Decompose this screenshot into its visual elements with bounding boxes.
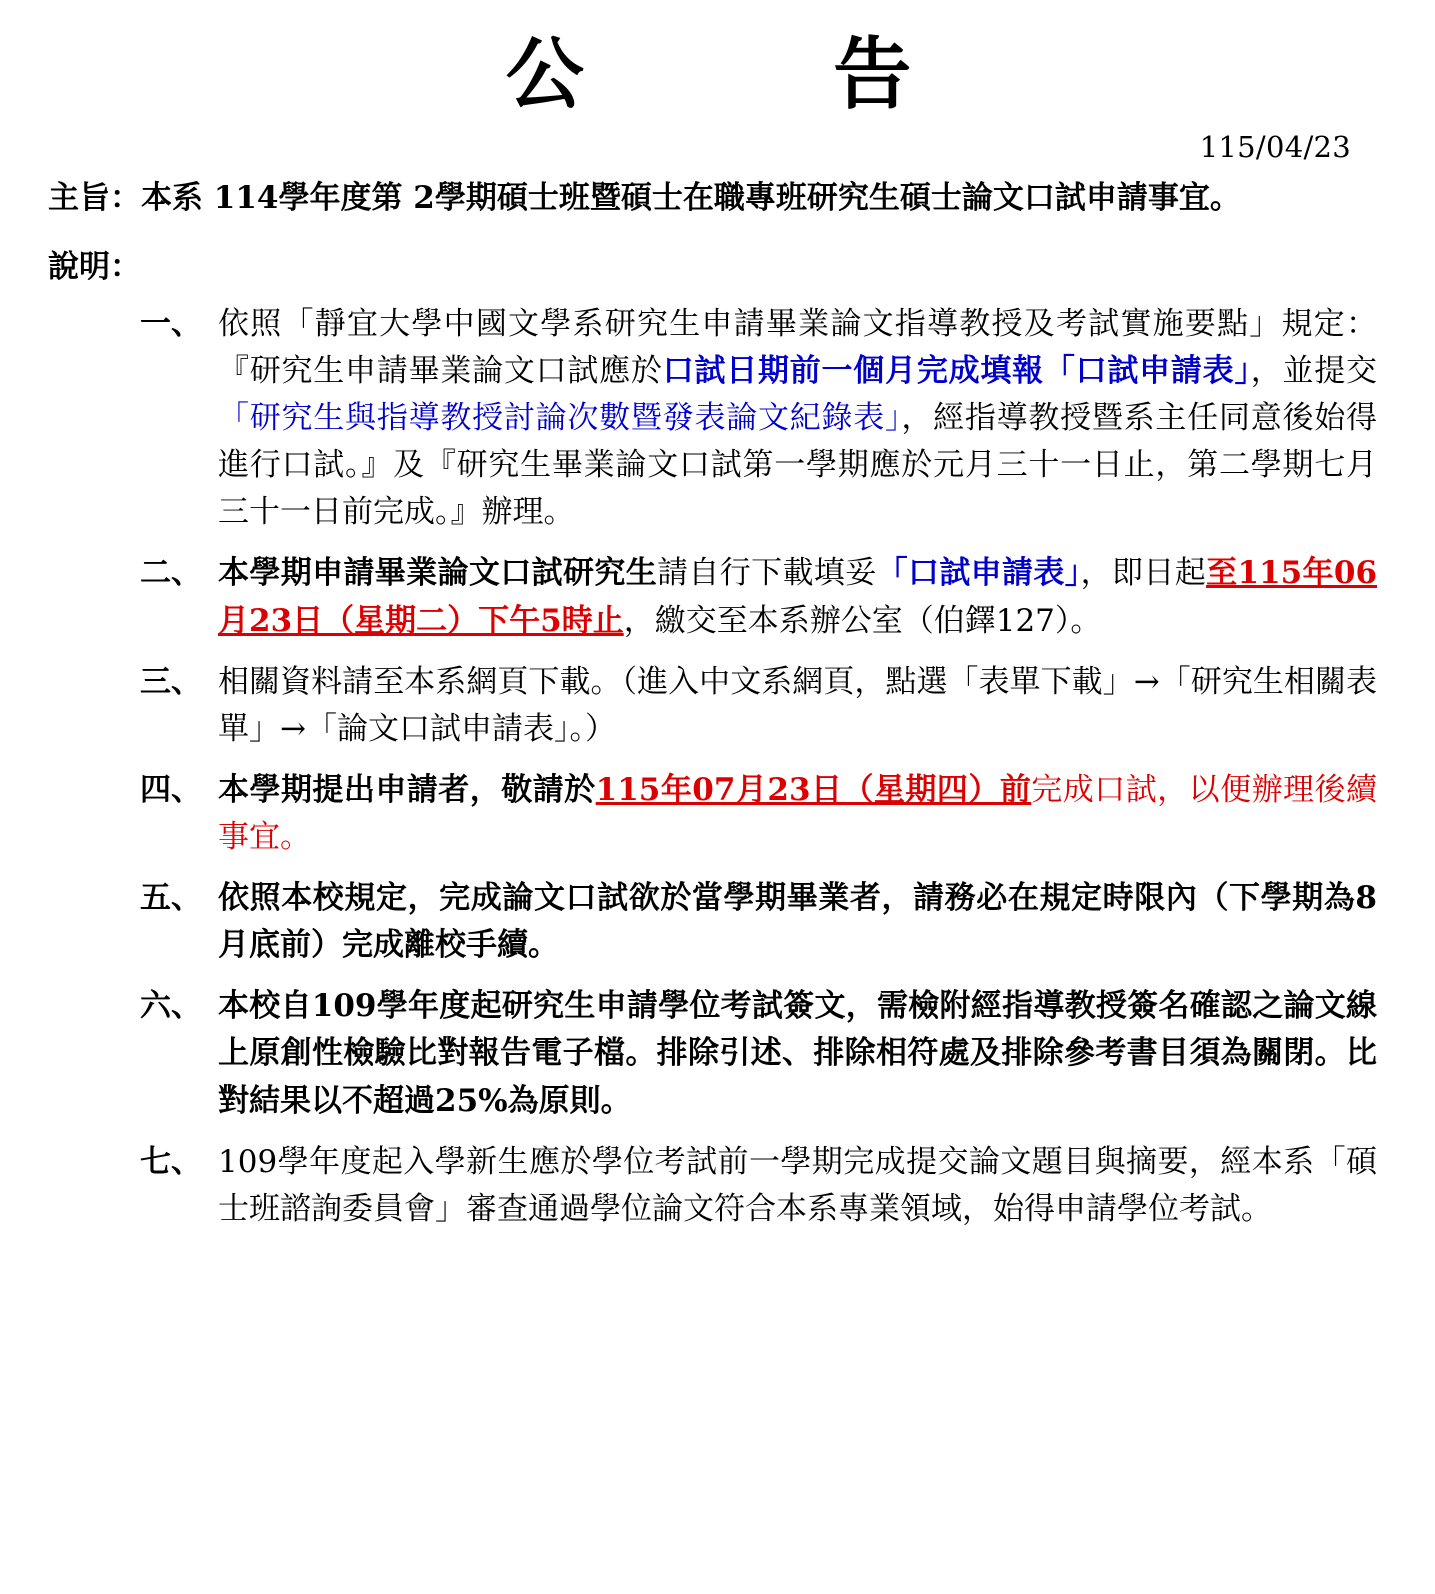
text-segment: 「研究生與指導教授討論次數暨發表論文紀錄表」 bbox=[218, 400, 902, 437]
list-item-number: 七、 bbox=[140, 1143, 202, 1180]
subject-text: 本系 114學年度第 2學期碩士班暨碩士在職專班研究生碩士論文口試申請事宜。 bbox=[141, 179, 1241, 216]
explanation-list bbox=[40, 301, 1377, 1233]
list-item-text bbox=[218, 1139, 1377, 1233]
text-segment: ，繳交至本系辦公室（伯鐸127）。 bbox=[623, 602, 1102, 639]
list-item-number: 一、 bbox=[140, 305, 202, 342]
text-segment: 相關資料請至本系網頁下載。（進入中文系網頁，點選「表單下載」→「研究生相關表單」→「論文口試申請表」。） bbox=[218, 663, 1377, 747]
list-item-text bbox=[218, 301, 1377, 537]
list-item bbox=[40, 767, 1377, 861]
text-segment: 至115年06月23日（星期二）下午5時止 bbox=[218, 555, 1378, 639]
list-item-number: 四、 bbox=[140, 771, 202, 808]
list-item-text bbox=[218, 767, 1377, 861]
text-segment: 109學年度起入學新生應於學位考試前一學期完成提交論文題目與摘要，經本系「碩士班諮詢委員會」審查通過學位論文符合本系專業領域，始得申請學位考試。 bbox=[218, 1143, 1377, 1227]
text-segment: 本學期提出申請者，敬請於 bbox=[218, 771, 596, 808]
list-item bbox=[40, 550, 1377, 644]
list-item-number: 六、 bbox=[140, 988, 202, 1025]
subject-label: 主旨： bbox=[48, 179, 141, 216]
text-segment: ，經指導教授暨系主任同意後始得進行口試。』及『研究生畢業論文口試第一學期應於元月三十一日止，第二學期七月三十一日前完成。』辦理。 bbox=[218, 400, 1378, 531]
text-segment: 口試日期前一個月完成填報「口試申請表」 bbox=[662, 353, 1251, 390]
list-item-number: 三、 bbox=[140, 663, 202, 700]
list-item bbox=[40, 1139, 1377, 1233]
list-item bbox=[40, 983, 1377, 1124]
text-segment: ，即日起 bbox=[1080, 555, 1207, 592]
text-segment: 依照「靜宜大學中國文學系研究生申請畢業論文指導教授及考試實施要點」規定：『研究生申請畢業論文口試應於 bbox=[218, 305, 1377, 390]
list-item bbox=[40, 875, 1377, 969]
list-item-number: 二、 bbox=[140, 555, 202, 592]
text-segment: 本學期申請畢業論文口試研究生 bbox=[218, 555, 658, 592]
text-segment: ，並提交 bbox=[1250, 353, 1378, 390]
text-segment: 完成口試，以便辦理後續事宜。 bbox=[218, 771, 1378, 855]
page-title: 公 告 bbox=[505, 29, 943, 120]
list-item-text bbox=[218, 983, 1377, 1124]
subject-line bbox=[40, 176, 1377, 220]
text-segment: 115年07月23日（星期四）前 bbox=[595, 771, 1032, 808]
list-item-text bbox=[218, 550, 1377, 644]
text-segment: 請自行下載填妥 bbox=[657, 555, 877, 592]
text-segment: 「口試申請表」 bbox=[876, 555, 1081, 592]
list-item-number: 五、 bbox=[140, 880, 202, 917]
list-item bbox=[40, 301, 1377, 537]
list-item-text bbox=[218, 659, 1377, 753]
text-segment: 本校自109學年度起研究生申請學位考試簽文，需檢附經指導教授簽名確認之論文線上原創性檢驗比對報告電子檔。排除引述、排除相符處及排除參考書目須為關閉。比對結果以不超過25%為原則。 bbox=[218, 988, 1377, 1119]
explanation-label: 說明： bbox=[48, 248, 141, 285]
issue-date: 115/04/23 bbox=[1199, 129, 1351, 164]
text-segment: 依照本校規定，完成論文口試欲於當學期畢業者，請務必在規定時限內（下學期為8月底前）完成離校手續。 bbox=[218, 880, 1377, 964]
list-item bbox=[40, 659, 1377, 753]
list-item-text bbox=[218, 875, 1377, 969]
